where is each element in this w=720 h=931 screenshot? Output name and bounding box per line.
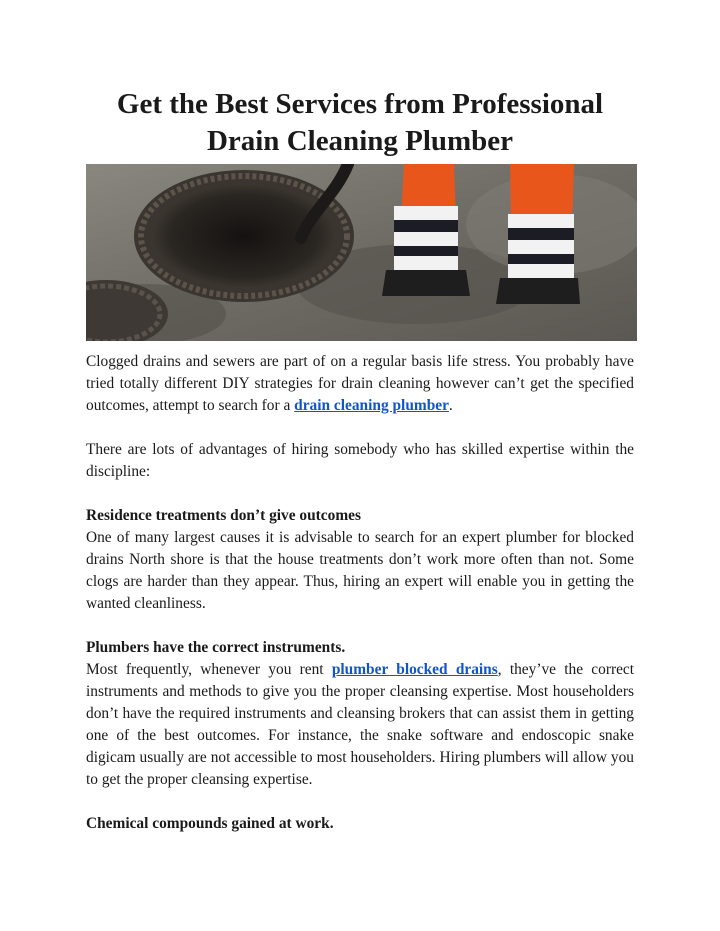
intro-paragraph	[86, 351, 634, 417]
intro-text-before: Clogged drains and sewers are part of on a regular basis life stress. You probably have tried totally different DIY strategies for drain cleaning however can’t get the specified outcomes, attempt to search for a	[86, 353, 634, 414]
manhole-drain-worker-photo-icon	[86, 164, 637, 341]
advantages-intro-paragraph: There are lots of advantages of hiring somebody who has skilled expertise within the discipline:	[86, 441, 634, 480]
article-body	[86, 351, 634, 835]
section-paragraph-home-treatments: One of many largest causes it is advisable to search for an expert plumber for blocked drains North shore is that the house treatments don’t work more often than not. Some clogs are harder than they appear. Thus, hiring an expert will enable you in getting the wanted cleanliness.	[86, 529, 634, 612]
page-title	[60, 86, 660, 160]
instruments-text-before: Most frequently, whenever you rent	[86, 661, 332, 678]
drain-cleaning-plumber-link[interactable]: drain cleaning plumber	[294, 397, 449, 414]
section-heading-chemicals: Chemical compounds gained at work.	[86, 815, 334, 832]
intro-text-after: .	[448, 397, 453, 414]
plumber-blocked-drains-link[interactable]: plumber blocked drains	[331, 661, 498, 678]
section-heading-instruments: Plumbers have the correct instruments.	[86, 639, 346, 656]
instruments-text-after: , they’ve the correct instruments and methods to give you the proper cleansing expertise. Most householders don’t have the required instruments and cleansing brokers that can assist them in getting one of the best outcomes. For instance, the snake software and endoscopic snake digicam usually are not accessible to most householders. Hiring plumbers will allow you to get the proper cleansing expertise.	[86, 661, 635, 788]
title-line-2: Drain Cleaning Plumber	[206, 125, 514, 157]
hero-photo	[86, 164, 637, 341]
section-paragraph-instruments	[86, 659, 634, 791]
section-heading-home-treatments: Residence treatments don’t give outcomes	[86, 507, 361, 524]
title-line-1: Get the Best Services from Professional	[116, 88, 604, 120]
